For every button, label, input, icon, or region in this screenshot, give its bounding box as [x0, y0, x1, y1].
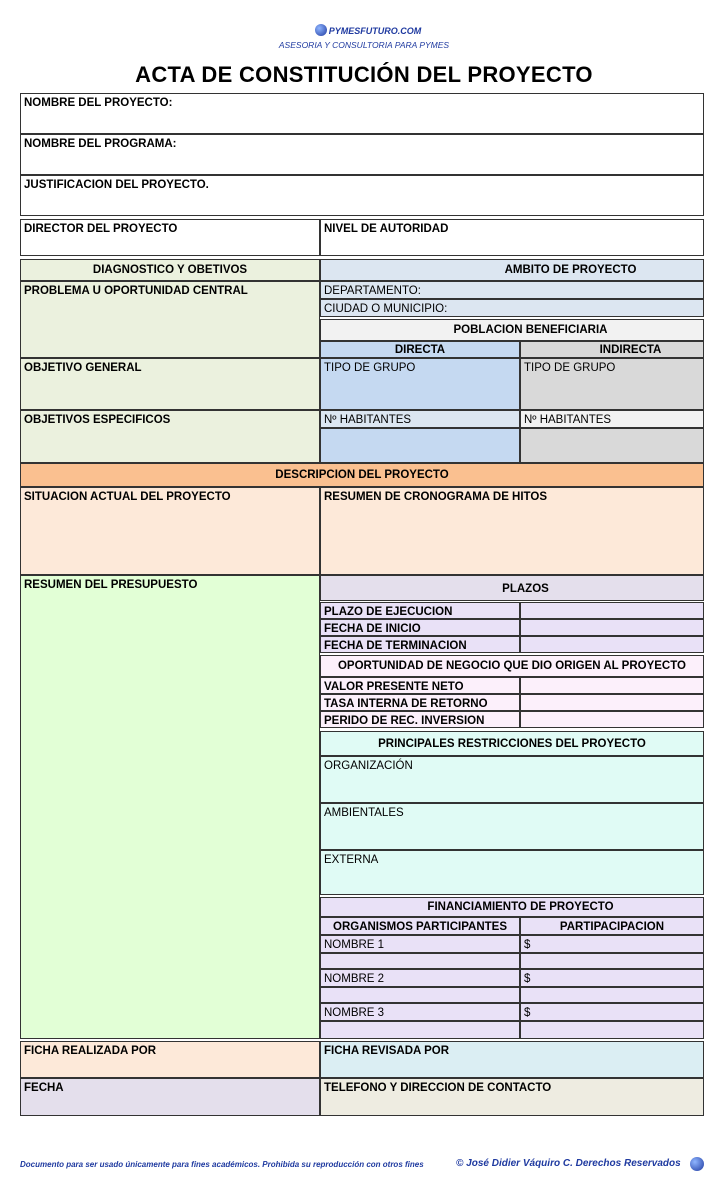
organismo-extra-3a[interactable] [320, 1021, 520, 1039]
field-objetivo-general[interactable]: OBJETIVO GENERAL [20, 358, 320, 410]
organismo-name-3[interactable]: NOMBRE 3 [320, 1003, 520, 1021]
organismo-extra-1a[interactable] [320, 953, 520, 969]
field-nombre-programa[interactable]: NOMBRE DEL PROGRAMA: [20, 134, 704, 175]
field-tipo-grupo-directa[interactable]: TIPO DE GRUPO [320, 358, 520, 410]
field-justificacion[interactable]: JUSTIFICACION DEL PROYECTO. [20, 175, 704, 216]
plazo-label-3: FECHA DE TERMINACION [320, 636, 520, 653]
indirecta-header: INDIRECTA [520, 341, 704, 358]
field-problema[interactable]: PROBLEMA U OPORTUNIDAD CENTRAL [20, 281, 320, 358]
plazo-value-3[interactable] [520, 636, 704, 653]
organismo-amount-1[interactable]: $ [520, 935, 704, 953]
plazo-value-1[interactable] [520, 602, 704, 619]
organismo-amount-2[interactable]: $ [520, 969, 704, 987]
field-cronograma[interactable]: RESUMEN DE CRONOGRAMA DE HITOS [320, 487, 704, 575]
oportunidad-label-3: PERIDO DE REC. INVERSION [320, 711, 520, 728]
oportunidad-label-2: TASA INTERNA DE RETORNO [320, 694, 520, 711]
organismo-name-2[interactable]: NOMBRE 2 [320, 969, 520, 987]
page-title: ACTA DE CONSTITUCIÓN DEL PROYECTO [135, 62, 593, 87]
site-name: PYMESFUTURO.COM [328, 26, 422, 36]
field-presupuesto[interactable]: RESUMEN DEL PRESUPUESTO [20, 575, 320, 1039]
field-ambientales[interactable]: AMBIENTALES [320, 803, 704, 850]
field-tipo-grupo-indirecta[interactable]: TIPO DE GRUPO [520, 358, 704, 410]
oportunidad-value-3[interactable] [520, 711, 704, 728]
field-nombre-proyecto[interactable]: NOMBRE DEL PROYECTO: [20, 93, 704, 134]
organismo-name-1[interactable]: NOMBRE 1 [320, 935, 520, 953]
financiamiento-header: FINANCIAMIENTO DE PROYECTO [320, 897, 704, 917]
field-externa[interactable]: EXTERNA [320, 850, 704, 895]
oportunidad-value-1[interactable] [520, 677, 704, 694]
field-situacion-actual[interactable]: SITUACION ACTUAL DEL PROYECTO [20, 487, 320, 575]
organismo-extra-2a[interactable] [320, 987, 520, 1003]
oportunidad-value-2[interactable] [520, 694, 704, 711]
organismo-extra-3b[interactable] [520, 1021, 704, 1039]
poblacion-header: POBLACION BENEFICIARIA [320, 319, 704, 341]
organismo-amount-3[interactable]: $ [520, 1003, 704, 1021]
oportunidad-label-1: VALOR PRESENTE NETO [320, 677, 520, 694]
field-ciudad[interactable]: CIUDAD O MUNICIPIO: [320, 299, 704, 317]
footer-disclaimer: Documento para ser usado únicamente para fines académicos. Prohibida su reproducción con otros fines [20, 1160, 424, 1169]
oportunidad-header: OPORTUNIDAD DE NEGOCIO QUE DIO ORIGEN AL PROYECTO [320, 655, 704, 677]
ambito-header: AMBITO DE PROYECTO [320, 259, 704, 281]
organismo-extra-2b[interactable] [520, 987, 704, 1003]
field-habitantes-directa[interactable] [320, 428, 520, 463]
participacion-header: PARTIPACIPACION [520, 917, 704, 935]
plazo-label-2: FECHA DE INICIO [320, 619, 520, 636]
field-objetivos-especificos[interactable]: OBJETIVOS ESPECIFICOS [20, 410, 320, 463]
field-habitantes-directa-label: Nº HABITANTES [320, 410, 520, 428]
field-director[interactable]: DIRECTOR DEL PROYECTO [20, 219, 320, 256]
plazo-label-1: PLAZO DE EJECUCION [320, 602, 520, 619]
footer-copyright: © José Didier Váquiro C. Derechos Reservados [456, 1158, 681, 1169]
field-organizacion[interactable]: ORGANIZACIÓN [320, 756, 704, 803]
plazo-value-2[interactable] [520, 619, 704, 636]
footer-logo-icon [690, 1157, 704, 1171]
plazos-header: PLAZOS [320, 575, 704, 601]
field-habitantes-indirecta[interactable] [520, 428, 704, 463]
restricciones-header: PRINCIPALES RESTRICCIONES DEL PROYECTO [320, 731, 704, 756]
directa-header: DIRECTA [320, 341, 520, 358]
field-nivel-autoridad[interactable]: NIVEL DE AUTORIDAD [320, 219, 704, 256]
field-habitantes-indirecta-label: Nº HABITANTES [520, 410, 704, 428]
diagnostico-header: DIAGNOSTICO Y OBETIVOS [20, 259, 320, 281]
field-departamento[interactable]: DEPARTAMENTO: [320, 281, 704, 299]
descripcion-header: DESCRIPCION DEL PROYECTO [20, 463, 704, 487]
field-contacto[interactable]: TELEFONO Y DIRECCION DE CONTACTO [320, 1078, 704, 1116]
field-fecha[interactable]: FECHA [20, 1078, 320, 1116]
field-ficha-revisada[interactable]: FICHA REVISADA POR [320, 1041, 704, 1078]
site-tagline: ASESORIA Y CONSULTORIA PARA PYMES [278, 40, 450, 50]
organismos-header: ORGANISMOS PARTICIPANTES [320, 917, 520, 935]
field-ficha-realizada[interactable]: FICHA REALIZADA POR [20, 1041, 320, 1078]
organismo-extra-1b[interactable] [520, 953, 704, 969]
